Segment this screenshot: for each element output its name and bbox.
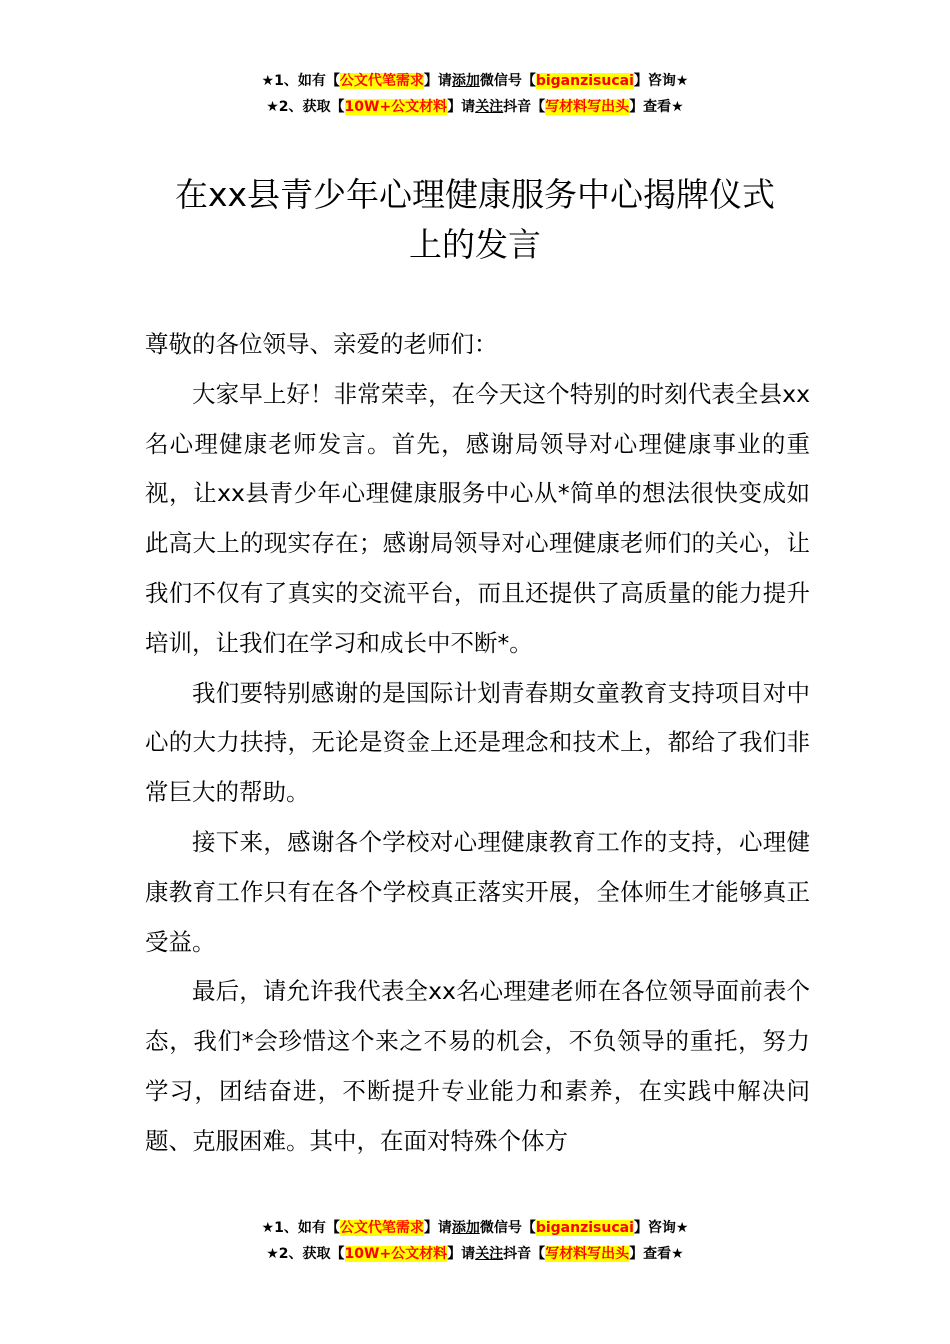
banner-highlight: 10W+公文材料: [344, 99, 448, 115]
banner-highlight: biganzisucai: [535, 1220, 634, 1236]
document-body: [145, 320, 810, 1167]
banner-emphasis: 添加: [451, 1220, 480, 1236]
banner-text: 】查看★: [629, 99, 684, 115]
salutation: 尊敬的各位领导、亲爱的老师们：: [145, 330, 498, 358]
banner-text: 微信号【: [479, 1220, 536, 1236]
banner-highlight: 公文代笔需求: [339, 73, 424, 89]
banner-emphasis: 添加: [451, 73, 480, 89]
banner-line-2: [0, 94, 950, 120]
header-banner: [0, 68, 950, 120]
title-line-1: 在xx县青少年心理健康服务中心揭牌仪式: [174, 175, 776, 214]
banner-text: 】请: [447, 99, 476, 115]
banner-text: ★2、获取【: [266, 99, 345, 115]
banner-text: 】咨询★: [633, 1220, 689, 1236]
banner-highlight: biganzisucai: [535, 73, 634, 89]
banner-text: 】请: [423, 73, 452, 89]
banner-text: ★1、如有【: [261, 1220, 340, 1236]
banner-emphasis: 关注: [475, 1246, 504, 1262]
banner-line-2: [0, 1241, 950, 1267]
banner-text: ★1、如有【: [261, 73, 340, 89]
title-line-2: 上的发言: [409, 225, 541, 264]
paragraph: 大家早上好！非常荣幸，在今天这个特别的时刻代表全县xx名心理健康老师发言。首先，感谢局领导对心理健康事业的重视，让xx县青少年心理健康服务中心从*简单的想法很快变成如此高大上的现实存在；感谢局领导对心理健康老师们的关心，让我们不仅有了真实的交流平台，而且还提供了高质量的能力提升培训，让我们在学习和成长中不断*。: [145, 379, 810, 657]
banner-line-1: [0, 1215, 950, 1241]
banner-highlight: 公文代笔需求: [339, 1220, 424, 1236]
banner-line-1: [0, 68, 950, 94]
banner-text: 】咨询★: [633, 73, 689, 89]
banner-highlight: 10W+公文材料: [344, 1246, 448, 1262]
banner-text: 】查看★: [629, 1246, 684, 1262]
paragraph: 我们要特别感谢的是国际计划青春期女童教育支持项目对中心的大力扶持，无论是资金上还是理念和技术上，都给了我们非常巨大的帮助。: [145, 678, 810, 807]
banner-text: 】请: [423, 1220, 452, 1236]
banner-highlight: 写材料写出头: [545, 1246, 630, 1262]
paragraph: 最后，请允许我代表全xx名心理建老师在各位领导面前表个态，我们*会珍惜这个来之不易的机会，不负领导的重托，努力学习，团结奋进，不断提升专业能力和素养，在实践中解决问题、克服困难。其中，在面对特殊个体方: [145, 977, 810, 1155]
banner-text: 】请: [447, 1246, 476, 1262]
paragraph: 接下来，感谢各个学校对心理健康教育工作的支持，心理健康教育工作只有在各个学校真正落实开展，全体师生才能够真正受益。: [145, 827, 810, 956]
footer-banner: [0, 1215, 950, 1267]
document-title: [120, 170, 830, 270]
banner-emphasis: 关注: [475, 99, 504, 115]
banner-text: 抖音【: [503, 99, 546, 115]
banner-text: 微信号【: [479, 73, 536, 89]
banner-text: 抖音【: [503, 1246, 546, 1262]
banner-highlight: 写材料写出头: [545, 99, 630, 115]
banner-text: ★2、获取【: [266, 1246, 345, 1262]
